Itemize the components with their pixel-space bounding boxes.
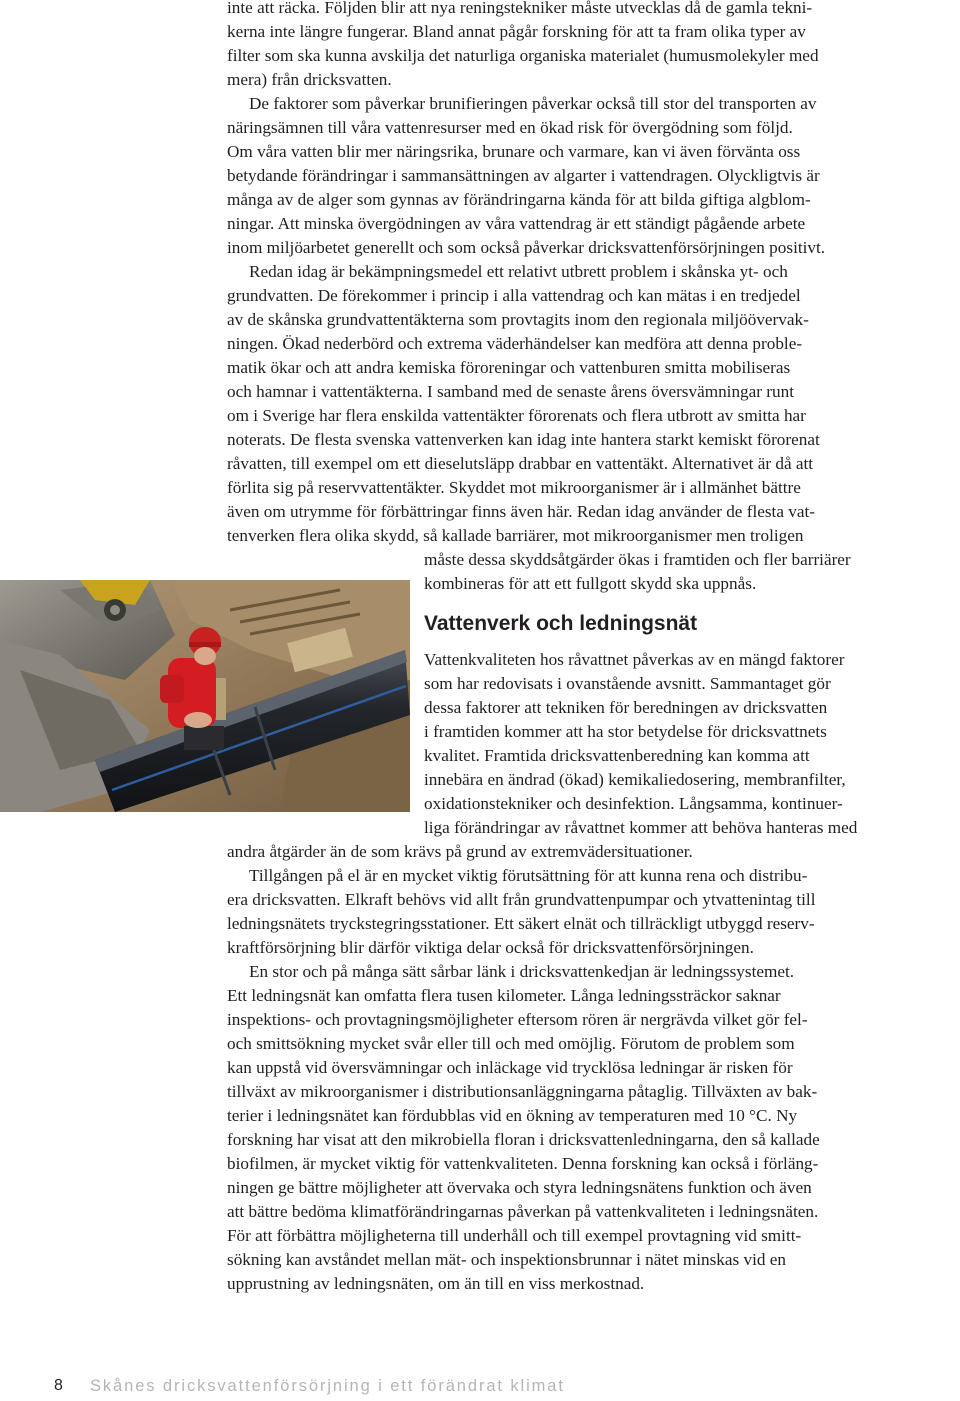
section-heading: Vattenverk och ledningsnät	[424, 612, 698, 635]
text-line: kerna inte längre fungerar. Bland annat pågår forskning för att ta fram olika typer av	[227, 22, 806, 41]
running-title: Skånes dricksvattenförsörjning i ett förändrat klimat	[90, 1377, 565, 1395]
text-line: i framtiden kommer att ha stor betydelse för dricksvattnets	[424, 722, 827, 741]
text-line: kan uppstå vid översvämningar och inläckage vid trycklösa ledningar är risken för	[227, 1058, 793, 1077]
text-line: kvalitet. Framtida dricksvattenberedning kan komma att	[424, 746, 810, 765]
text-line: inom miljöarbetet generellt och som också påverkar dricksvattenförsörjningen positivt.	[227, 238, 826, 257]
text-line: filter som ska kunna avskilja det naturliga organiska materialet (humusmolekyler med	[227, 46, 819, 65]
text-line: Om våra vatten blir mer näringsrika, brunare och varmare, kan vi även förvänta oss	[227, 142, 801, 161]
text-line: näringsämnen till våra vattenresurser med en ökad risk för övergödning som följd.	[227, 118, 793, 137]
text-line: matik ökar och att andra kemiska föroreningar och vattenburen smitta mobiliseras	[227, 358, 791, 377]
text-line: betydande förändringar i sammansättningen av algarter i vattendragen. Olyckligtvis är	[227, 166, 820, 185]
text-line: Redan idag är bekämpningsmedel ett relativt utbrett problem i skånska yt- och	[249, 262, 788, 281]
text-line: mera) från dricksvatten.	[227, 70, 392, 89]
text-line: av de skånska grundvattentäkterna som provtagits inom den regionala miljöövervak-	[227, 310, 809, 329]
text-line: ledningsnätets tryckstegringsstationer. Ett säkert elnät och tillräckligt utbyggd reserv-	[227, 914, 815, 933]
page-footer	[0, 1377, 960, 1401]
text-line: och smittsökning mycket svår eller till och med omöjlig. Förutom de problem som	[227, 1034, 795, 1053]
body-text-wrap-top	[424, 548, 851, 596]
text-line: noterats. De flesta svenska vattenverken kan idag inte hantera starkt kemiskt förorenat	[227, 430, 820, 449]
text-line: tillväxt av mikroorganismer i distributionsanläggningarna påtaglig. Tillväxten av bak-	[227, 1082, 818, 1101]
text-line: grundvatten. De förekommer i princip i alla vattendrag och kan mätas i en tredjedel	[227, 286, 801, 305]
text-line: råvatten, till exempel om ett dieselutsläpp drabbar en vattentäkt. Alternativet är då att	[227, 454, 814, 473]
text-line: ningen. Ökad nederbörd och extrema väderhändelser kan medföra att denna proble-	[227, 334, 803, 353]
text-line: om i Sverige har flera enskilda vattentäkter förorenats och flera utbrott av smitta har	[227, 406, 806, 425]
text-line: oxidationstekniker och desinfektion. Långsamma, kontinuer-	[424, 794, 843, 813]
text-line: förlita sig på reservvattentäkter. Skyddet mot mikroorganismer är i allmänhet bättre	[227, 478, 801, 497]
text-line: inspektions- och provtagningsmöjligheter eftersom rören är nergrävda vilket gör fel-	[227, 1010, 808, 1029]
text-line: inte att räcka. Följden blir att nya reningstekniker måste utvecklas då de gamla tekni-	[227, 0, 813, 17]
text-line: innebära en ändrad (ökad) kemikaliedosering, membranfilter,	[424, 770, 846, 789]
text-line: sökning kan avståndet mellan mät- och inspektionsbrunnar i nätet minskas vid en	[227, 1250, 786, 1269]
text-line: För att förbättra möjligheterna till underhåll och till exempel provtagning vid smitt-	[227, 1226, 802, 1245]
body-text-bottom	[227, 840, 820, 1296]
body-text-wrap-bottom	[424, 648, 857, 840]
text-line: terier i ledningsnätet kan fördubblas vid en ökning av temperaturen med 10 °C. Ny	[227, 1106, 798, 1125]
text-line: tenverken flera olika skydd, så kallade barriärer, mot mikroorganismer men troligen	[227, 526, 804, 545]
text-line: Tillgången på el är en mycket viktig förutsättning för att kunna rena och distribu-	[249, 866, 808, 885]
page-number: 8	[54, 1377, 63, 1394]
text-line: De faktorer som påverkar brunifieringen påverkar också till stor del transporten av	[249, 94, 817, 113]
text-line: liga förändringar av råvattnet kommer att behöva hanteras med	[424, 818, 858, 837]
text-line: kraftförsörjning blir därför viktiga delar också för dricksvattenförsörjningen.	[227, 938, 754, 957]
text-line: och hamnar i vattentäkterna. I samband med de senaste årens översvämningar runt	[227, 382, 794, 401]
body-text-top	[227, 0, 825, 548]
pipe-installation-photo	[0, 580, 410, 812]
text-line: ningen ge bättre möjligheter att övervaka och styra ledningsnätens funktion och även	[227, 1178, 812, 1197]
text-line: även om utrymme för förbättringar finns även här. Redan idag använder de flesta vat-	[227, 502, 815, 521]
text-line: era dricksvatten. Elkraft behövs vid allt från grundvattenpumpar och ytvattenintag till	[227, 890, 816, 909]
text-line: kombineras för att ett fullgott skydd ska uppnås.	[424, 574, 757, 593]
text-line: dessa faktorer att tekniken för beredningen av dricksvatten	[424, 698, 828, 717]
text-line: ningar. Att minska övergödningen av våra vattendrag är ett ständigt pågående arbete	[227, 214, 806, 233]
text-line: upprustning av ledningsnäten, om än till en viss merkostnad.	[227, 1274, 645, 1293]
text-line: biofilmen, är mycket viktig för vattenkvaliteten. Denna forskning kan också i förläng-	[227, 1154, 819, 1173]
text-line: andra åtgärder än de som krävs på grund av extremvädersituationer.	[227, 842, 693, 861]
text-line: måste dessa skyddsåtgärder ökas i framtiden och fler barriärer	[424, 550, 851, 569]
text-line: En stor och på många sätt sårbar länk i dricksvattenkedjan är ledningssystemet.	[249, 962, 795, 981]
text-line: forskning har visat att den mikrobiella floran i dricksvattenledningarna, den så kallade	[227, 1130, 820, 1149]
text-line: som har redovisats i ovanstående avsnitt. Sammantaget gör	[424, 674, 831, 693]
text-line: att bättre bedöma klimatförändringarnas påverkan på vattenkvaliteten i ledningsnäten.	[227, 1202, 819, 1221]
text-line: många av de alger som gynnas av förändringarna kända för att bilda giftiga algblom-	[227, 190, 811, 209]
text-line: Vattenkvaliteten hos råvattnet påverkas av en mängd faktorer	[424, 650, 845, 669]
text-line: Ett ledningsnät kan omfatta flera tusen kilometer. Långa ledningssträckor saknar	[227, 986, 781, 1005]
